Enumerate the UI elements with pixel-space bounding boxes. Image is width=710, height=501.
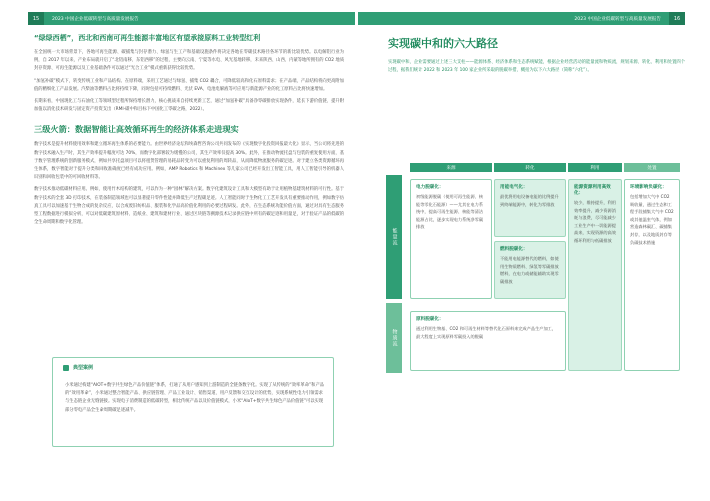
left-page-number: 15 <box>28 12 44 25</box>
electrify-title: 用能电气化： <box>500 185 528 190</box>
right-page-number: 16 <box>669 12 685 25</box>
fuel-body: 不能用电能源替代的燃料，如使用生物质燃料、绿氢等零碳排放燃料，在电力或储能辅助实现零碳排放 <box>500 256 559 284</box>
paragraph-1: 在全国统一大市场背景下，各地可再生能源、碳捕集与封存潜力、绿氢与生工产和基础设施条件将决定各地在零碳技术路径各环节的新比较优势。以电解铝行业为例，自 2017 年以来，产业布局就开启了“北铝南移、东铝西移”的过程，主要向云南、宁夏等水电、风光基地转移，未来陕西、山西、内蒙等地所拥有的 CO2 地质封存资源、可再生能源以及工业基础条件可以通过“光合工业”模式重新获得比较优势。 <box>34 50 344 72</box>
right-page-header <box>358 12 685 25</box>
case-study-header <box>63 364 93 371</box>
header-source: 来源 <box>410 163 492 172</box>
sink-body: 包括增加大气中 CO2 吸收量，通过生态和工程手段捕集大气中 CO2 或其他温室气体，例如营造森林碳汇、碳捕集封存，以及地质封存等负碳技术措施 <box>630 194 674 245</box>
case-icon <box>63 365 69 371</box>
feedstock-title: 原料脱碳化： <box>416 317 444 322</box>
box-electrification <box>494 179 566 237</box>
box-efficiency <box>568 179 622 371</box>
header-disposal: 处置 <box>624 163 680 172</box>
paragraph-5: 数字技术推动低碳材料应用。例如，使用竹木结构的建筑，可以作为一种“园林”解决方案。数字化建筑设计工具和大模型有助于让用植物基建筑材料的可行性。基于数字技术的全套 3D 打印技术，在装备制造领域也可以显著提升零件性能并降低生产过程碳足迹。人工智能同时于生物化工工艺开发具有重要推动作用，例如数字仿真工具可以加速基于生物合成的复杂反应，以合成废旧纺织品、服装和化学品高价值化利用的必要过程研发。此外，在生态系统功能价值方面，通过对具有生态服务型工程数据进行模拟分析，可以对低碳建筑原材料、造纸业、建筑和建材行业、通过区块链等溯源技术记录供应链中所有的碳足迹和用量足，对于验证产品的低碳的全生命周期和数字化管理。 <box>34 187 344 226</box>
fuel-title: 燃料脱碳化： <box>500 247 528 252</box>
header-conversion: 转化 <box>494 163 566 172</box>
case-study-body: 小米通过构建“AIOT+数字共生绿色产品价值链”体系，打通了从用户感知到上游制造的全链条数字化。实现了从传统的“效率革命”和产品的“效用革命”，小米通过整合智能产品、供应链管理、产品工业设计、销售渠道、用户反馈和交互设计的优势，实现系统性电力引领需求与生态链企业无缝链接。实现电子消费制造的低碳转型，相比传统产品以及价值链模式，小米“AIoT+数字共生绿色产品价值链”可以实现部分零电产品全生命周期碳足迹减半。 <box>65 383 325 413</box>
efficiency-title: 能源资源利用高效化： <box>574 185 611 196</box>
paragraph-4: 数字技术是提升材料使用效率和建立循环再生体系的必要能力。由世界经济论坛和埃森哲咨询公司共同发布的《实现数字化投资回报最大化》显示，当公司将先进的数字技术融入生产时，其生产效率提升幅度可达 70%，而数字化部署较为缓慢的公司，其生产效率仅提高 30%。此外，在推动物流托盘与包装的重复使用方面，基于数字管理系统的创新服务模式，例如共享托盘项目可以将租赁管理的易耗品转变为可以重复利用的周转品，从而降低物流服务的碳足迹。对于建立各类资源循环再生体系，数字智能对于提升分类和回收准确度已经有成功应用。例如，AMP Robotics 和 Machinex 等几家公司已经开发出工智能工具，用人工智能引导的机器人识别和回收包装中的可回收材料等。 <box>34 142 344 181</box>
sink-title: 环境影响负碳化： <box>630 185 667 190</box>
case-study-box <box>52 357 334 447</box>
power-title: 电力脱碳化： <box>416 185 444 190</box>
paragraph-3: 长期来看，中国现化工与石油化工等领域型过程所保持增长潜力，核心挑战来自持续更新工艺，通过“加氢补碳”具备净零碳排放实现条件，延长下游价值链、提升附加值以消化技术研发与固定资产投资支出（RMI-碳中和目标下中国化工零碳之路，2022）。 <box>34 99 344 113</box>
paragraph-2: “加氢补碳”模式下，转变传统工业和产品结构。在原料端，采用工艺通过与绿氢、捕集 CO2 耦合，可降低较高和化石原料需求；在产品端，产品结构将向更高附加值的精细化工产品发展。汽柴油等燃料占比将持续下降，同时包括可持续燃料、光伏 EVA、电池电解液等可应用与新能源产业的化工原料占比将快速增加。 <box>34 78 344 92</box>
right-header-title: 2023 中国企业低碳转型与高质量发展报告 <box>574 16 661 22</box>
section-title: 三级火箭：数据智能让高效循环再生的经济体系走进现实 <box>34 124 239 135</box>
box-fuel-decarbonization <box>494 241 566 299</box>
box-negative-carbon <box>624 179 680 371</box>
power-body: 初级能源脱碳（使用可再生能源、核能等零化石能源）——尤其在电力系统中，提高可再生能源、核能等清洁能源占比，逐步实现电力系统净零碳排放 <box>416 194 484 230</box>
right-intro: 实现碳中和，企业需要通过上述三大支柱——能源体系、经济体系和生态系统赋能，根据企业经营活动的能量流和物质流，规划来源、转化、利用和处置四个过程，据我们统计 2022 和 2023 年 100 家企业所采取的脱碳举措，概括为以下六大路径（简称“六化”）。 <box>388 60 685 74</box>
case-study-title: 典型案例 <box>73 365 94 371</box>
page-header <box>0 12 710 25</box>
row-label-energy: 能量流 <box>386 175 402 299</box>
left-page <box>34 33 344 231</box>
row-label-material: 物质流 <box>386 303 402 373</box>
box-power-decarbonization <box>410 179 492 299</box>
left-header-title: 2023 中国企业低碳转型与高质量发展报告 <box>52 16 139 22</box>
six-pathways-diagram <box>386 163 686 378</box>
right-page-title: 实现碳中和的六大路径 <box>388 37 498 50</box>
header-utilization: 利用 <box>568 163 622 172</box>
electrify-body: 最优将用电设备电能的比例提升到终端能源中，转化为零排放 <box>500 194 559 207</box>
feedstock-body: 通过利用生物基、CO2 和可再生材料等替代化石原料来完成产品生产加工，最大程度上实现原料零碳投入的脱碳 <box>416 326 557 339</box>
left-page-header <box>28 12 355 25</box>
right-page <box>388 33 685 75</box>
subheading: “绿绿西栖”，西北和西南可再生能源丰富地区有望承接原料工业转型红利 <box>34 34 261 42</box>
efficiency-body: 较少，维持提升，利用效率提升，减少资源消耗与浪费，尽可能减少工业生产中一切能源提高来，实现资源的高效循环利用与低碳排放 <box>574 200 616 243</box>
box-feedstock-decarbonization <box>410 311 566 371</box>
